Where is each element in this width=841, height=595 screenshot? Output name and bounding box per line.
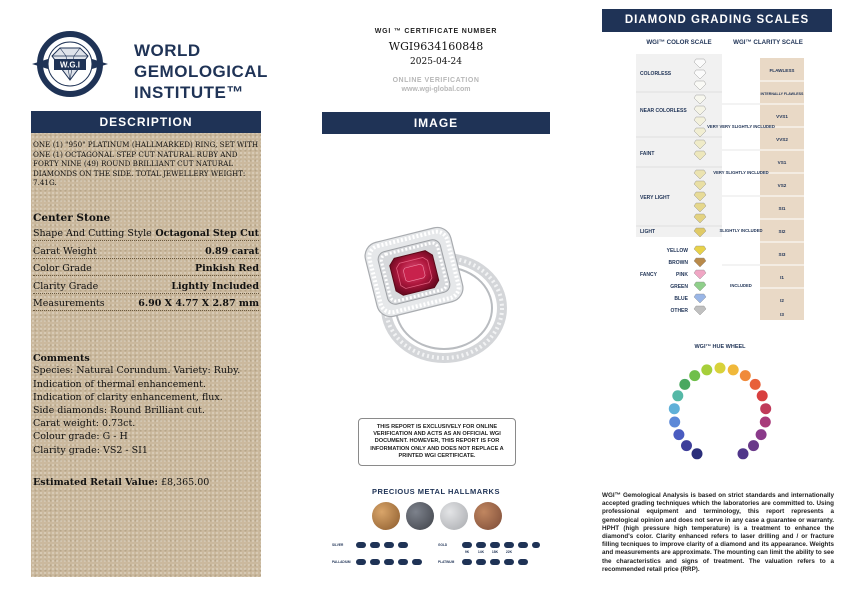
logo-line-1: WORLD [134,41,201,60]
hue-dot [692,448,703,459]
certificate-date: 2025-04-24 [410,57,462,67]
spec-row [33,241,259,259]
hallmark-stamps [330,540,542,570]
gold-mark-18k: 18K [491,550,499,554]
description-heading: DESCRIPTION [31,111,261,133]
spec-label: Color Grade [33,263,92,275]
hue-dot [715,363,726,374]
hue-wheel-title: WGI™ HUE WHEEL [694,344,746,350]
clarity-group-vsi: VERY SLIGHTLY INCLUDED [713,170,769,175]
clarity-vs1: VS1 [777,160,787,165]
certificate-number-label: WGI ™ CERTIFICATE NUMBER [374,28,498,35]
logo-line-3: INSTITUTE™ [134,83,244,102]
hue-dot [681,440,692,451]
color-group-near-colorless: NEAR COLORLESS [640,108,687,114]
wgi-logo [30,26,270,106]
spec-label: Clarity Grade [33,280,99,292]
comment-line: Colour grade: G - H [33,431,128,443]
grading-scales-chart [636,54,808,322]
clarity-i2: I2 [780,298,784,303]
spec-value: 6.90 X 4.77 X 2.87 mm [138,298,259,310]
description-panel [31,111,261,577]
spec-label: Carat Weight [33,245,97,257]
hue-dot [750,379,761,390]
comment-line: Clarity grade: VS2 - SI1 [33,444,148,456]
hue-dot [757,390,768,401]
hue-dot [756,429,767,440]
hue-dot [738,448,749,459]
hue-dot [689,370,700,381]
online-report-notice: THIS REPORT IS EXCLUSIVELY FOR ONLINE VERIFICATION AND ACTS AS AN OFFICIAL WGI DOCUMENT. HOWEVER, THIS REPORT IS FOR INFORMATION ONLY AND DOES NOT REPLACE A PRINTED WGI CERTIFICATE. [358,418,516,466]
bronze-coin-icon [372,502,400,530]
color-group-very-light: VERY LIGHT [640,195,670,201]
palladium-label: PALLADIUM [332,560,351,564]
color-group-light: LIGHT [640,229,655,235]
spec-row [33,276,259,294]
certificate-number: WGI9634160848 [388,40,484,53]
hue-dot [679,379,690,390]
hue-dot [740,370,751,381]
clarity-vs2: VS2 [777,183,787,188]
clarity-vvs2: VVS2 [776,137,788,142]
hue-dot [760,417,771,428]
hue-dot [672,390,683,401]
spec-value: 0.89 carat [205,245,259,257]
silver-label: SILVER [332,543,344,547]
metal-coins [372,502,502,532]
fancy-pink-label: PINK [676,272,688,278]
online-verification-label: ONLINE VERIFICATION [392,77,480,84]
gold-label: GOLD [438,543,448,547]
hue-wheel [645,356,795,476]
gold-mark-9k: 9K [464,550,470,554]
spec-row [33,259,259,277]
silver-coin-icon [440,502,468,530]
clarity-group-vvsi: VERY VERY SLIGHTLY INCLUDED [707,124,775,129]
comment-line: Carat weight: 0.73ct. [33,418,136,430]
institute-name [134,40,268,103]
comment-line: Species: Natural Corundum. Variety: Ruby. [33,365,241,377]
clarity-group-included: INCLUDED [730,283,752,288]
color-scale-title: WGI™ COLOR SCALE [646,39,712,46]
spec-value: Octagonal Step Cut [155,228,259,240]
spec-value: Lightly Included [171,280,259,292]
clarity-scale-title: WGI™ CLARITY SCALE [733,39,803,46]
hue-dot [673,429,684,440]
ruby-ring-image [352,200,512,370]
clarity-group-si: SLIGHTLY INCLUDED [719,228,763,233]
color-group-fancy: FANCY [640,272,657,278]
comment-line: Indication of thermal enhancement. [33,378,206,390]
fancy-yellow-label: YELLOW [666,248,688,254]
color-group-faint: FAINT [640,151,655,157]
hue-dot [728,364,739,375]
comment-line: Side diamonds: Round Brilliant cut. [33,405,205,417]
gold-mark-14k: 14K [477,550,485,554]
clarity-internally-flawless: INTERNALLY FLAWLESS [760,92,804,96]
spec-row [33,294,259,312]
fancy-other-label: OTHER [670,308,688,314]
fancy-green-label: GREEN [670,284,688,290]
clarity-i3: I3 [780,312,784,317]
spec-row [33,224,259,242]
clarity-i1: I1 [780,275,784,280]
hue-dot [669,403,680,414]
online-verification-link[interactable]: www.wgi-global.com [401,86,471,93]
spec-value: Pinkish Red [195,263,259,275]
certificate-header [322,28,550,93]
copper-coin-icon [474,502,502,530]
spec-label: Measurements [33,298,105,310]
comments-title: Comments [33,353,90,365]
center-stone-specs [31,224,261,312]
hue-dot [760,403,771,414]
hue-dot [748,440,759,451]
description-text: ONE (1) "950" PLATINUM (HALLMARKED) RING, SET WITH ONE (1) OCTAGONAL STEP CUT NATURAL RUBY AND FORTY NINE (49) ROUND BRILLIANT CUT NATURAL DIAMONDS ON THE SIDE. TOTAL JEWELLERY WEIGHT: 7.41G. [33,140,259,188]
clarity-si2: SI2 [778,229,786,234]
fancy-brown-label: BROWN [668,260,688,266]
platinum-label: PLATINUM [438,560,455,564]
logo-line-2: GEMOLOGICAL [134,62,268,81]
retail-value: £8,365.00 [160,476,210,488]
wgi-badge-icon [30,26,126,102]
badge-center-text: W.G.I [60,60,80,70]
dark-metal-coin-icon [406,502,434,530]
spec-label: Shape And Cutting Style [33,228,152,240]
grading-scales-heading: DIAMOND GRADING SCALES [602,9,832,32]
hue-dot [701,364,712,375]
clarity-si1: SI1 [778,206,786,211]
hallmarks-title: PRECIOUS METAL HALLMARKS [372,487,500,496]
comment-line: Indication of clarity enhancement, flux. [33,391,223,403]
estimated-retail-value [31,477,261,488]
hue-dot [669,417,680,428]
clarity-si3: SI3 [778,252,786,257]
clarity-vvs1: VVS1 [776,114,788,119]
center-stone-title: Center Stone [33,211,111,224]
gemological-disclaimer: WGI™ Gemological Analysis is based on strict standards and internationally accepted grading techniques which the laboratories are committed to. Using professional equipment and terminology, this report represents a gemological opinion and does not serve in any case a guarantee or warranty. HPHT (high pressure high temperature) is a treatment to enhance the diamond's color. Clarity enhanced refers to laser drilling and / or fracture filling tecniques to improve clarity of a diamond and its appearance. Weights and measurements are approximate. The mounting can limit the ability to see the characteristics and signs of treatment. The valuation refers to a recommended retail price (RRP). [602,492,834,573]
retail-label: Estimated Retail Value: [33,476,158,488]
clarity-flawless: FLAWLESS [769,68,795,73]
gold-mark-22k: 22K [505,550,513,554]
color-group-colorless: COLORLESS [640,71,672,77]
image-heading: IMAGE [322,112,550,134]
comments-list [31,364,261,456]
fancy-blue-label: BLUE [674,296,688,302]
